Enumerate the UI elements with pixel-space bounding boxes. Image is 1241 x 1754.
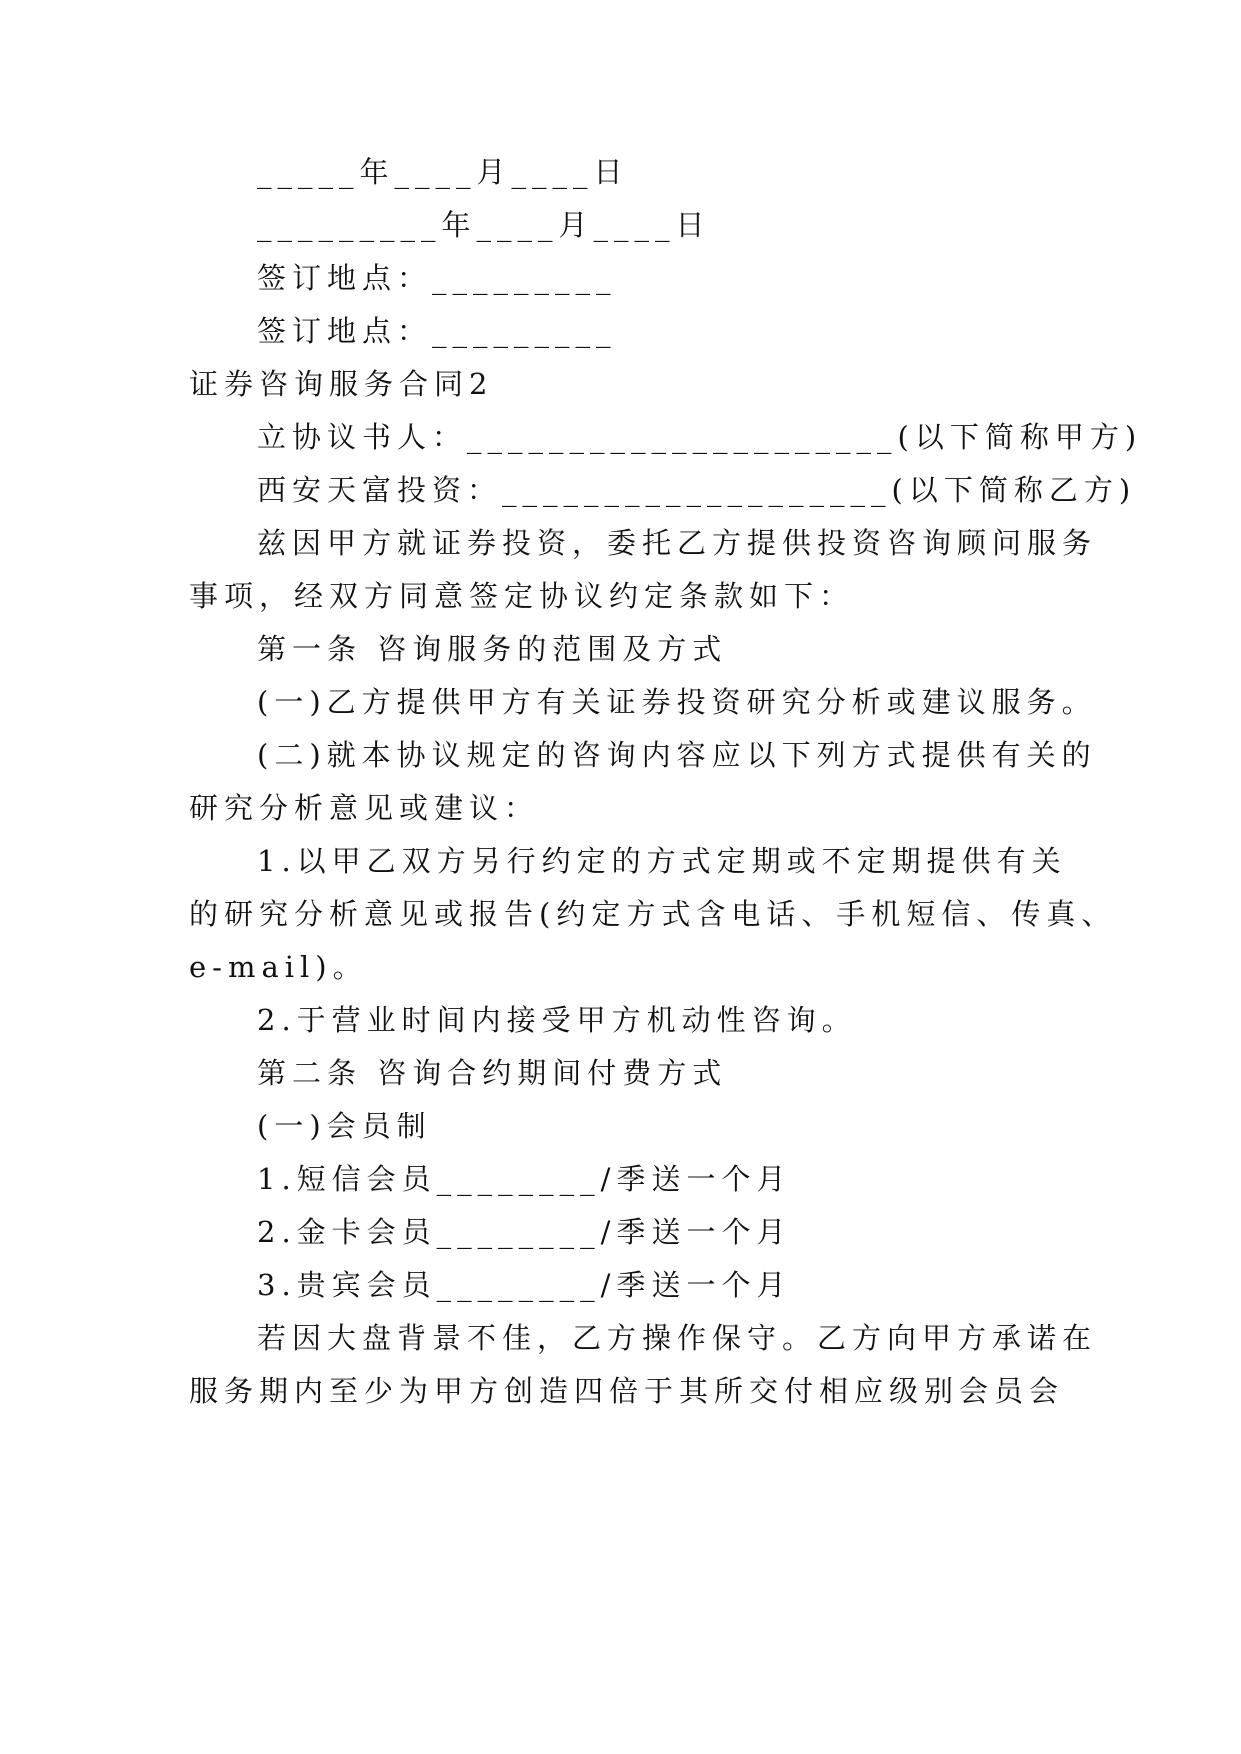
item-1-line-2: 的研究分析意见或报告(约定方式含电话、手机短信、传真、 (189, 897, 1117, 931)
membership-heading: (一)会员制 (257, 1109, 432, 1143)
party-b-line: 西安天富投资：___________________(以下简称乙方) (257, 473, 1137, 507)
promise-line-1: 若因大盘背景不佳，乙方操作保守。乙方向甲方承诺在 (257, 1321, 1098, 1355)
membership-vip: 3.贵宾会员________/季送一个月 (257, 1268, 792, 1302)
article-1-heading: 第一条 咨询服务的范围及方式 (257, 632, 728, 666)
item-2-line: 2.于营业时间内接受甲方机动性咨询。 (257, 1003, 857, 1037)
promise-line-2: 服务期内至少为甲方创造四倍于其所交付相应级别会员会 (189, 1374, 1065, 1408)
article-1-clause-2-line-1: (二)就本协议规定的咨询内容应以下列方式提供有关的 (257, 738, 1097, 772)
item-1-line-3: e-mail)。 (189, 950, 368, 984)
date-line-1: _____年____月____日 (257, 155, 629, 189)
membership-sms: 1.短信会员________/季送一个月 (257, 1162, 792, 1196)
article-1-clause-1: (一)乙方提供甲方有关证券投资研究分析或建议服务。 (257, 685, 1097, 719)
contract-title: 证券咨询服务合同2 (189, 367, 494, 401)
party-a-line: 立协议书人：_____________________(以下简称甲方) (257, 420, 1143, 454)
signing-place-line-2: 签订地点：_________ (257, 314, 617, 348)
membership-gold: 2.金卡会员________/季送一个月 (257, 1215, 792, 1249)
date-line-2: _________年____月____日 (257, 208, 711, 242)
item-1-line-1: 1.以甲乙双方另行约定的方式定期或不定期提供有关 (257, 844, 1067, 878)
preamble-line-2: 事项，经双方同意签定协议约定条款如下： (189, 579, 855, 613)
article-1-clause-2-line-2: 研究分析意见或建议： (189, 791, 540, 825)
article-2-heading: 第二条 咨询合约期间付费方式 (257, 1056, 728, 1090)
preamble-line-1: 兹因甲方就证券投资，委托乙方提供投资咨询顾问服务 (257, 526, 1098, 560)
signing-place-line-1: 签订地点：_________ (257, 261, 617, 295)
